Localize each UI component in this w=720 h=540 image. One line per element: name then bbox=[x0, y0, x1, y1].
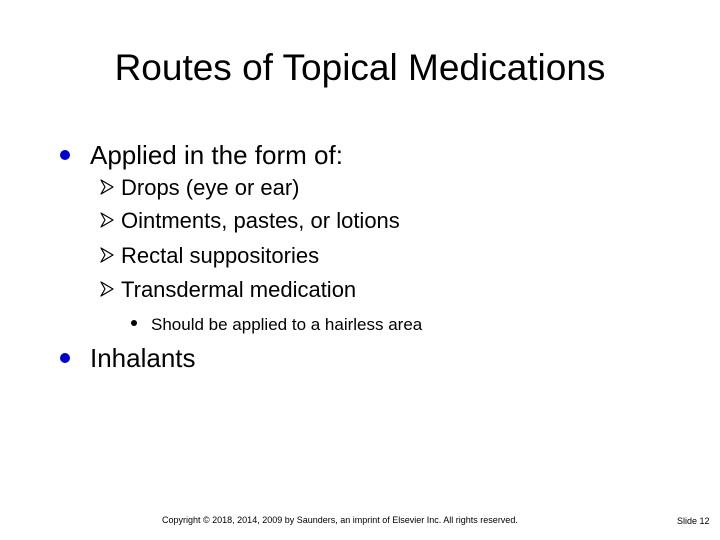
small-round-bullet-icon bbox=[131, 320, 137, 326]
round-bullet-icon bbox=[60, 150, 70, 160]
slide-title: Routes of Topical Medications bbox=[114, 47, 606, 88]
arrow-bullet-icon bbox=[100, 247, 114, 263]
sub-bullet-text: Rectal suppositories bbox=[121, 243, 320, 268]
arrow-bullet-icon bbox=[100, 212, 114, 228]
arrow-bullet-icon bbox=[100, 179, 114, 195]
copyright-notice: Copyright © 2018, 2014, 2009 by Saunders, an imprint of Elsevier Inc. All rights reserved. bbox=[162, 515, 518, 525]
sub-bullet-text: Transdermal medication bbox=[121, 277, 357, 302]
bullet-text: Inhalants bbox=[90, 343, 196, 373]
arrow-bullet-icon bbox=[100, 281, 114, 297]
sub-bullet-text: Drops (eye or ear) bbox=[121, 175, 300, 200]
bullet-text: Applied in the form of: bbox=[90, 140, 343, 170]
sub-bullet-text: Ointments, pastes, or lotions bbox=[121, 208, 400, 233]
slide-number: Slide 12 bbox=[677, 516, 710, 526]
round-bullet-icon bbox=[60, 353, 70, 363]
sub-sub-bullet-text: Should be applied to a hairless area bbox=[151, 315, 423, 334]
